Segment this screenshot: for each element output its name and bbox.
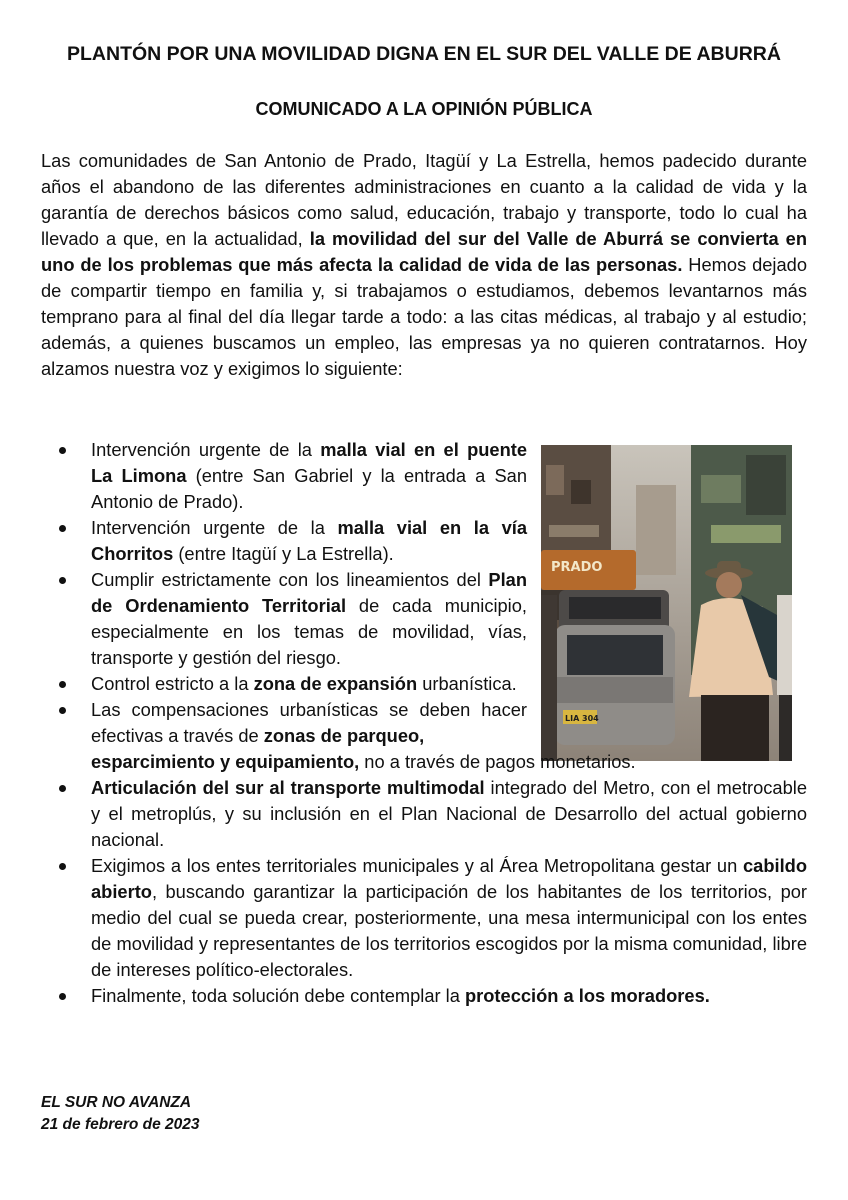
bus-sign-text: PRADO [551,560,603,575]
organization-name: EL SUR NO AVANZA [41,1094,192,1111]
intro-text-1: Las comunidades de San Antonio de Prado, Itagüí y La Estrella, hemos padecido durante años el abandono de las diferentes administraciones en cuanto a la calidad de vida y la garantía de derechos básicos como salud, educación, trabajo y transporte, todo lo cual ha llevado a que, en la actualidad, [41,150,807,249]
bullet-icon [59,577,66,584]
list-item: Finalmente, toda solución debe contemplar la protección a los moradores. [41,983,807,1009]
bullet-icon [59,707,66,714]
list-item: Articulación del sur al transporte multimodal integrado del Metro, con el metrocable y el metroplús, y su inclusión en el Plan Nacional de Desarrollo del actual gobierno nacional. [41,775,807,853]
bullet-icon [59,447,66,454]
document-subtitle: COMUNICADO A LA OPINIÓN PÚBLICA [255,99,593,119]
intro-paragraph [41,148,807,382]
document-title: PLANTÓN POR UNA MOVILIDAD DIGNA EN EL SUR DEL VALLE DE ABURRÁ [67,43,781,65]
list-item: Intervención urgente de la malla vial en la vía Chorritos (entre Itagüí y La Estrella). [41,515,527,567]
intro-text-2: Hemos dejado de compartir tiempo en familia y, si trabajamos o estudiamos, debemos levantarnos más temprano para al final del día llegar tarde a todo: a las citas médicas, al trabajo y al estudio; además, a quienes buscamos un empleo, las empresas ya no quieren contratarnos. Hoy alzamos nuestra voz y exigimos lo siguiente: [41,254,807,379]
license-plate-text: LIA 304 [565,714,599,723]
bullet-icon [59,785,66,792]
demands-list [41,437,807,1009]
bullet-icon [59,993,66,1000]
list-item: Control estricto a la zona de expansión urbanística. [41,671,527,697]
bullet-icon [59,681,66,688]
bullet-icon [59,525,66,532]
signature-block [41,1092,200,1136]
intro-bold-text: la movilidad del sur del Valle de Aburrá se convierta en uno de los problemas que más afecta la calidad de vida de las personas. [41,228,807,275]
list-item: Las compensaciones urbanísticas se deben hacer efectivas a través de zonas de parqueo, esparcimiento y equipamiento, no a través de pagos monetarios. [41,697,807,775]
list-item: Intervención urgente de la malla vial en el puente La Limona (entre San Gabriel y la entrada a San Antonio de Prado). [41,437,527,515]
bullet-icon [59,863,66,870]
list-item: Exigimos a los entes territoriales municipales y al Área Metropolitana gestar un cabildo abierto, buscando garantizar la participación de los habitantes de los territorios, por medio del cual se pueda crear, posteriormente, una mesa intermunicipal con los entes de movilidad y representantes de los territorios escogidos por la misma comunidad, libre de intereses político-electorales. [41,853,807,983]
document-date: 21 de febrero de 2023 [41,1116,200,1133]
list-item: Cumplir estrictamente con los lineamientos del Plan de Ordenamiento Territorial de cada municipio, especialmente en los temas de movilidad, vías, transporte y gestión del riesgo. [41,567,527,671]
